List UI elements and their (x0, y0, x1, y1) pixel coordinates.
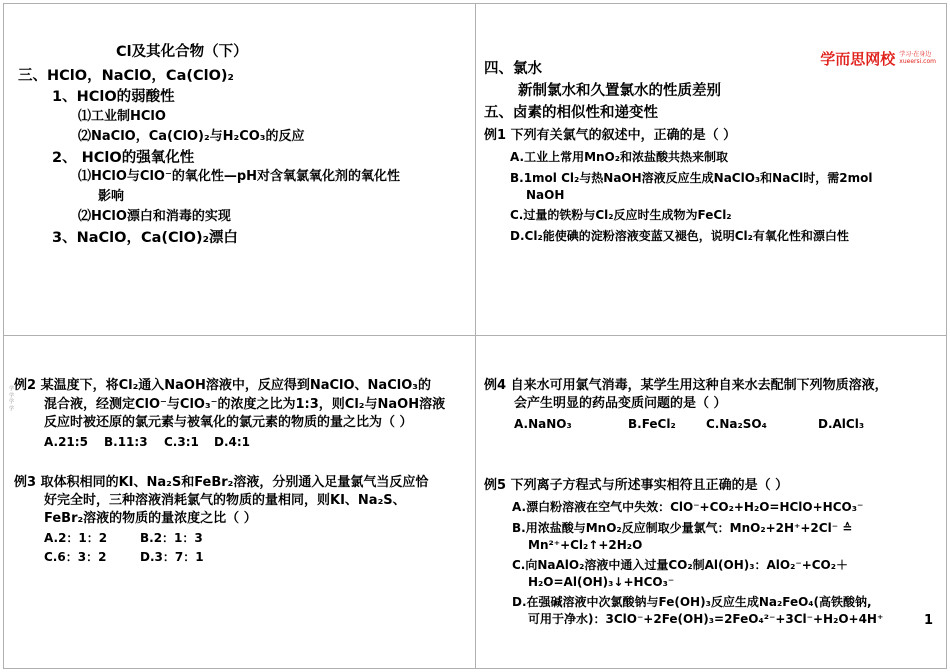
slide-panel-4 (475, 335, 947, 669)
outline-subitem: ⑴工业制HClO (78, 109, 166, 124)
question-stem: 例4 自来水可用氯气消毒，某学生用这种自来水去配制下列物质溶液， (484, 378, 888, 393)
question-option: A.NaNO₃ (514, 417, 572, 431)
question-option: C.6：3：2 (44, 550, 107, 564)
outline-item: 1、HClO的弱酸性 (52, 89, 175, 105)
question-option: A.2：1：2 (44, 531, 108, 545)
margin-watermark: 学 学 学 学 (9, 386, 15, 412)
outline-subitem-cont: 影响 (98, 189, 125, 204)
question-stem-cont: 好完全时，三种溶液消耗氯气的物质的量相同，则KI、Na₂S、 (44, 493, 406, 508)
section-heading-5: 五、卤素的相似性和递变性 (484, 105, 658, 121)
question-option: B.1mol Cl₂与热NaOH溶液反应生成NaClO₃和NaCl时，需2mol (510, 171, 873, 185)
slide-panel-2 (475, 3, 947, 336)
section-heading-4: 四、氯水 (484, 61, 542, 77)
outline-subitem: ⑵NaClO，Ca(ClO)₂与H₂CO₃的反应 (78, 129, 305, 144)
question-option: B.2：1：3 (140, 531, 203, 545)
outline-item: 3、NaClO，Ca(ClO)₂漂白 (52, 230, 238, 246)
question-option: D.Cl₂能使碘的淀粉溶液变蓝又褪色，说明Cl₂有氧化性和漂白性 (510, 229, 849, 243)
question-option: C.Na₂SO₄ (706, 417, 767, 431)
logo-subtext: 学习·在身边 xueersi.com (899, 50, 936, 65)
question-option: A.21:5 (44, 435, 88, 449)
question-stem: 例3 取体积相同的KI、Na₂S和FeBr₂溶液，分别通入足量氯气当反应恰 (14, 475, 429, 490)
question-stem: 例5 下列离子方程式与所述事实相符且正确的是（ ） (484, 478, 789, 493)
question-option: C.向NaAlO₂溶液中通入过量CO₂制Al(OH)₃：AlO₂⁻+CO₂＋ (512, 558, 849, 572)
logo-text: 学而思网校 (820, 50, 896, 68)
slide-title: Cl及其化合物（下） (116, 44, 248, 60)
question-option: A.漂白粉溶液在空气中失效：ClO⁻+CO₂+H₂O=HClO+HCO₃⁻ (512, 500, 864, 514)
question-stem-cont: 会产生明显的药品变质问题的是（ ） (514, 396, 727, 411)
question-stem: 例2 某温度下，将Cl₂通入NaOH溶液中，反应得到NaClO、NaClO₃的 (14, 378, 431, 393)
question-option: A.工业上常用MnO₂和浓盐酸共热来制取 (510, 150, 729, 164)
question-stem: 例1 下列有关氯气的叙述中，正确的是（ ） (484, 128, 737, 143)
question-option-cont: 可用于净水)：3ClO⁻+2Fe(OH)₃=2FeO₄²⁻+3Cl⁻+H₂O+4H⁺ (528, 612, 884, 626)
outline-item: 2、 HClO的强氧化性 (52, 150, 195, 166)
question-option-cont: Mn²⁺+Cl₂↑+2H₂O (528, 538, 643, 552)
question-stem-cont: 反应时被还原的氯元素与被氧化的氯元素的物质的量之比为（ ） (44, 415, 413, 430)
brand-logo (820, 48, 936, 69)
page-number: 1 (923, 613, 933, 628)
question-stem-cont: 混合液，经测定ClO⁻与ClO₃⁻的浓度之比为1:3，则Cl₂与NaOH溶液 (44, 397, 446, 412)
section-heading-3: 三、HClO，NaClO，Ca(ClO)₂ (18, 68, 234, 84)
question-option: D.AlCl₃ (818, 417, 865, 431)
outline-subitem: ⑵HClO漂白和消毒的实现 (78, 209, 231, 224)
slide-panel-3 (3, 335, 476, 669)
question-option: D.3：7：1 (140, 550, 204, 564)
question-option: D.4:1 (214, 435, 251, 449)
question-option: B.FeCl₂ (628, 417, 676, 431)
question-option-cont: NaOH (526, 188, 565, 202)
question-option: C.过量的铁粉与Cl₂反应时生成物为FeCl₂ (510, 208, 732, 222)
question-option: B.11:3 (104, 435, 148, 449)
question-option-cont: H₂O=Al(OH)₃↓+HCO₃⁻ (528, 575, 675, 589)
question-option: B.用浓盐酸与MnO₂反应制取少量氯气：MnO₂+2H⁺+2Cl⁻ ≙ (512, 521, 853, 535)
question-option: C.3:1 (164, 435, 199, 449)
outline-item: 新制氯水和久置氯水的性质差别 (518, 83, 721, 99)
outline-subitem: ⑴HClO与ClO⁻的氧化性—pH对含氧氯氧化剂的氧化性 (78, 169, 401, 184)
question-stem-cont: FeBr₂溶液的物质的量浓度之比（ ） (44, 511, 257, 526)
question-option: D.在强碱溶液中次氯酸钠与Fe(OH)₃反应生成Na₂FeO₄(高铁酸钠, (512, 595, 872, 609)
slide-panel-1 (3, 3, 476, 336)
